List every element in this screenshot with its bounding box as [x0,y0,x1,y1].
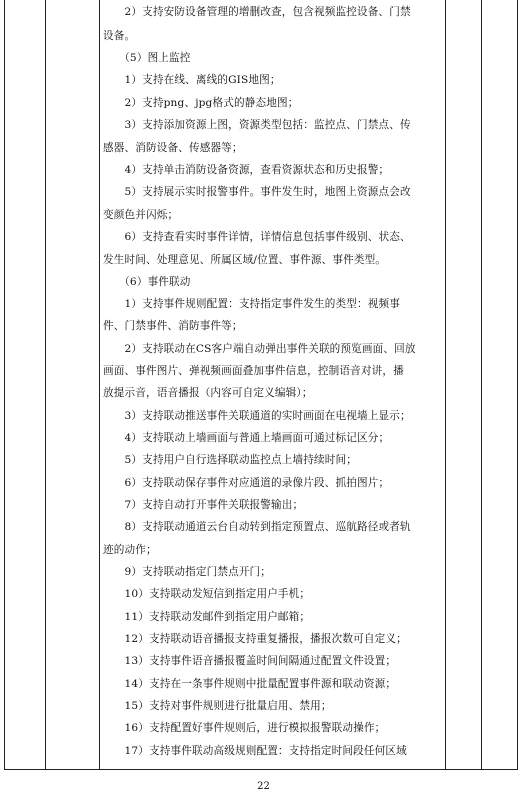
spec-line: 2）支持联动在CS客户端自动弹出事件关联的预览画面、回放 [103,343,416,355]
spec-line: 迹的动作； [103,544,157,556]
spec-line: 6）支持查看实时事件详情，详情信息包括事件级别、状态、 [103,231,411,243]
spec-line: 11）支持联动发邮件到指定用户邮箱； [103,611,311,623]
spec-line: （5）图上监控 [103,52,191,64]
column-divider [481,0,482,769]
spec-line: 12）支持联动语音播报支持重复播报，播报次数可自定义； [103,633,407,645]
spec-line: 画面、事件图片、弹视频画面叠加事件信息，控制语音对讲，播 [103,365,404,377]
spec-line: 5）支持用户自行选择联动监控点上墙持续时间； [103,454,357,466]
spec-line: 14）支持在一条事件规则中批量配置事件源和联动资源； [103,678,397,690]
page-number: 22 [257,781,270,792]
spec-line: 3）支持联动推送事件关联通道的实时画面在电视墙上显示； [103,410,411,422]
spec-line: 8）支持联动通道云台自动转到指定预置点、巡航路径或者轨 [103,521,411,533]
spec-line: 16）支持配置好事件规则后，进行模拟报警联动操作； [103,722,386,734]
spec-line: 9）支持联动指定门禁点开门； [103,566,272,578]
spec-line: 2）支持png、jpg格式的静态地图； [103,97,299,109]
spec-line: 感器、消防设备、传感器等； [103,142,243,154]
spec-line: 4）支持联动上墙画面与普通上墙画面可通过标记区分； [103,432,390,444]
spec-line: 放提示音，语音播报（内容可自定义编辑）； [103,387,313,399]
spec-line: 10）支持联动发短信到指定用户手机； [103,588,311,600]
spec-line: 变颜色并闪烁； [103,209,179,221]
spec-line: 发生时间、处理意见、所属区域/位置、事件源、事件类型。 [103,254,387,266]
spec-line: 5）支持展示实时报警事件。事件发生时，地图上资源点会改 [103,186,411,198]
spec-line: 1）支持在线、离线的GIS地图； [103,74,281,86]
spec-line: 17）支持事件联动高级规则配置：支持指定时间段任何区域 [103,745,407,757]
spec-table [4,0,518,770]
spec-line: 7）支持自动打开事件关联报警输出； [103,499,304,511]
spec-line: 3）支持添加资源上图，资源类型包括：监控点、门禁点、传 [103,119,411,131]
spec-line: 6）支持联动保存事件对应通道的录像片段、抓拍图片； [103,477,390,489]
column-divider [445,0,446,769]
spec-line: 15）支持对事件规则进行批量启用、禁用； [103,700,332,712]
column-divider [99,0,100,769]
spec-line: 13）支持事件语音播报覆盖时间间隔通过配置文件设置； [103,655,397,667]
spec-line: 2）支持安防设备管理的增删改查，包含视频监控设备、门禁 [103,6,411,18]
spec-line: 件、门禁事件、消防事件等； [103,320,243,332]
spec-line: 1）支持事件规则配置：支持指定事件发生的类型：视频事 [103,298,400,310]
spec-line: 设备。 [103,30,136,42]
spec-line: （6）事件联动 [103,276,191,288]
spec-line: 4）支持单击消防设备资源，查看资源状态和历史报警； [103,164,390,176]
column-divider [45,0,46,769]
